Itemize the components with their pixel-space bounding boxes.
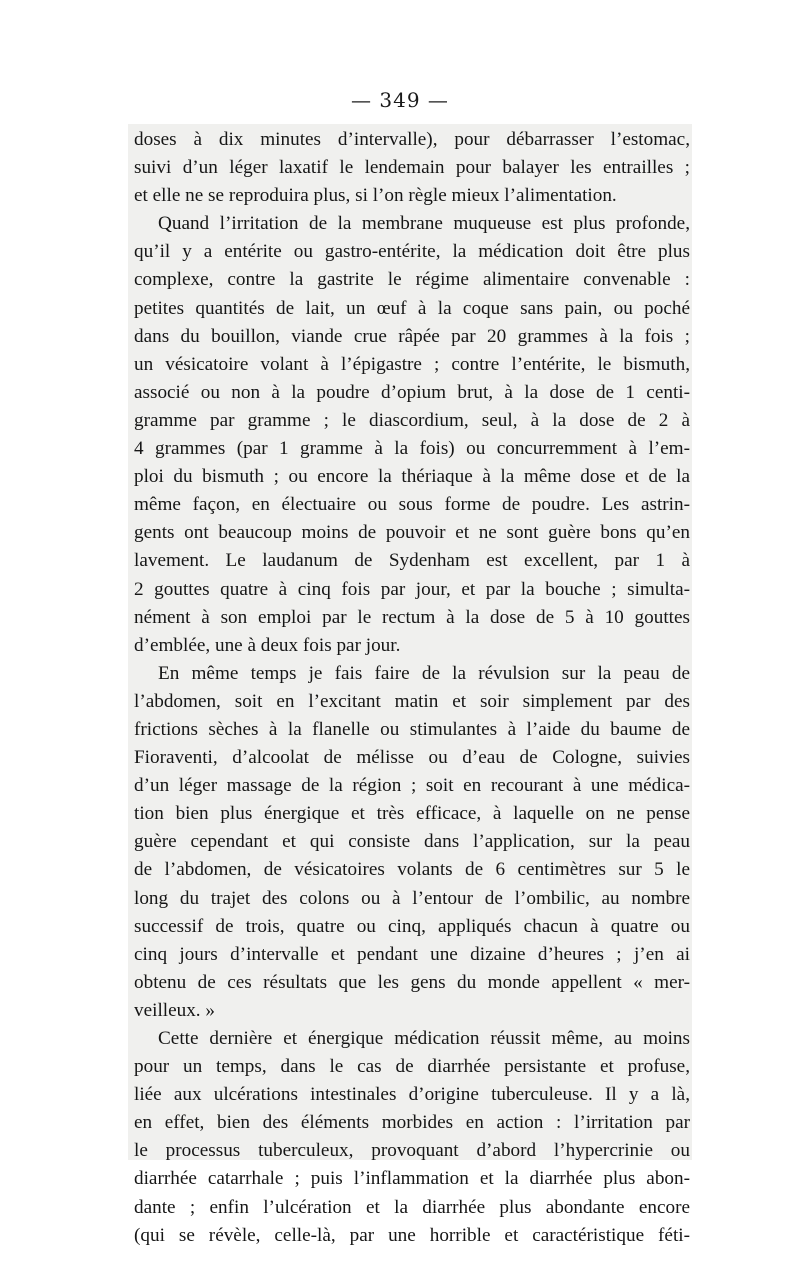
text-line: Fioraventi, d’alcoolat de mélisse ou d’eau de Cologne, suivies [134, 747, 690, 769]
text-line: cinq jours d’intervalle et pendant une dizaine d’heures ; j’en ai [134, 943, 690, 965]
text-line: (qui se révèle, celle-là, par une horrible et caractéristique féti- [134, 1224, 690, 1246]
text-line: le processus tuberculeux, provoquant d’abord l’hypercrinie ou [134, 1140, 690, 1162]
text-line: gents ont beaucoup moins de pouvoir et ne sont guère bons qu’en [134, 522, 690, 544]
text-line: dans du bouillon, viande crue râpée par 20 grammes à la fois ; [134, 325, 690, 347]
text-line: ploi du bismuth ; ou encore la thériaque à la même dose et de la [134, 466, 690, 488]
text-line: 4 grammes (par 1 gramme à la fois) ou concurremment à l’em- [134, 438, 690, 460]
text-line: tion bien plus énergique et très efficace, à laquelle on ne pense [134, 803, 690, 825]
text-line: Cette dernière et énergique médication réussit même, au moins [158, 1028, 690, 1049]
body-text [134, 126, 690, 1250]
text-line: Quand l’irritation de la membrane muqueuse est plus profonde, [158, 213, 690, 235]
text-line: associé ou non à la poudre d’opium brut, à la dose de 1 centi- [134, 381, 690, 403]
text-line: frictions sèches à la flanelle ou stimulantes à l’aide du baume de [134, 718, 690, 740]
text-line: nément à son emploi par le rectum à la dose de 5 à 10 gouttes [134, 606, 690, 628]
text-line: successif de trois, quatre ou cinq, appliqués chacun à quatre ou [134, 915, 690, 937]
text-line: En même temps je fais faire de la révulsion sur la peau de [158, 662, 690, 684]
text-line: guère cependant et qui consiste dans l’application, sur la peau [134, 831, 690, 853]
text-line: même façon, en électuaire ou sous forme de poudre. Les astrin- [134, 494, 690, 516]
text-line: complexe, contre la gastrite le régime alimentaire convenable : [134, 269, 690, 291]
text-line: liée aux ulcérations intestinales d’origine tuberculeuse. Il y a là, [134, 1084, 690, 1106]
text-line: doses à dix minutes d’intervalle), pour débarrasser l’estomac, [134, 129, 690, 150]
text-line: en effet, bien des éléments morbides en action : l’irritation par [134, 1112, 690, 1134]
text-line: gramme par gramme ; le diascordium, seul, à la dose de 2 à [134, 409, 690, 431]
text-line: d’emblée, une à deux fois par jour. [134, 634, 401, 656]
text-line: pour un temps, dans le cas de diarrhée persistante et profuse, [134, 1056, 690, 1078]
text-line: diarrhée catarrhale ; puis l’inflammation et la diarrhée plus abon- [134, 1168, 690, 1190]
text-line: lavement. Le laudanum de Sydenham est excellent, par 1 à [134, 550, 690, 572]
page-number: — 349 — [351, 88, 449, 112]
text-line: obtenu de ces résultats que les gens du monde appellent « mer- [134, 971, 690, 993]
text-line: veilleux. » [134, 999, 215, 1021]
text-line: l’abdomen, soit en l’excitant matin et soir simplement par des [134, 690, 690, 712]
text-line: d’un léger massage de la région ; soit en recourant à une médica- [134, 775, 690, 797]
text-line: dante ; enfin l’ulcération et la diarrhée plus abondante encore [134, 1196, 690, 1218]
text-line: petites quantités de lait, un œuf à la coque sans pain, ou poché [134, 297, 690, 319]
text-line: long du trajet des colons ou à l’entour de l’ombilic, au nombre [134, 887, 690, 909]
text-line: qu’il y a entérite ou gastro-entérite, la médication doit être plus [134, 241, 690, 263]
text-line: un vésicatoire volant à l’épigastre ; contre l’entérite, le bismuth, [134, 353, 690, 375]
text-line: et elle ne se reproduira plus, si l’on règle mieux l’alimentation. [134, 185, 617, 207]
text-line: de l’abdomen, de vésicatoires volants de 6 centimètres sur 5 le [134, 859, 690, 881]
text-line: 2 gouttes quatre à cinq fois par jour, et par la bouche ; simulta- [134, 578, 690, 600]
text-line: suivi d’un léger laxatif le lendemain pour balayer les entrailles ; [134, 157, 690, 179]
